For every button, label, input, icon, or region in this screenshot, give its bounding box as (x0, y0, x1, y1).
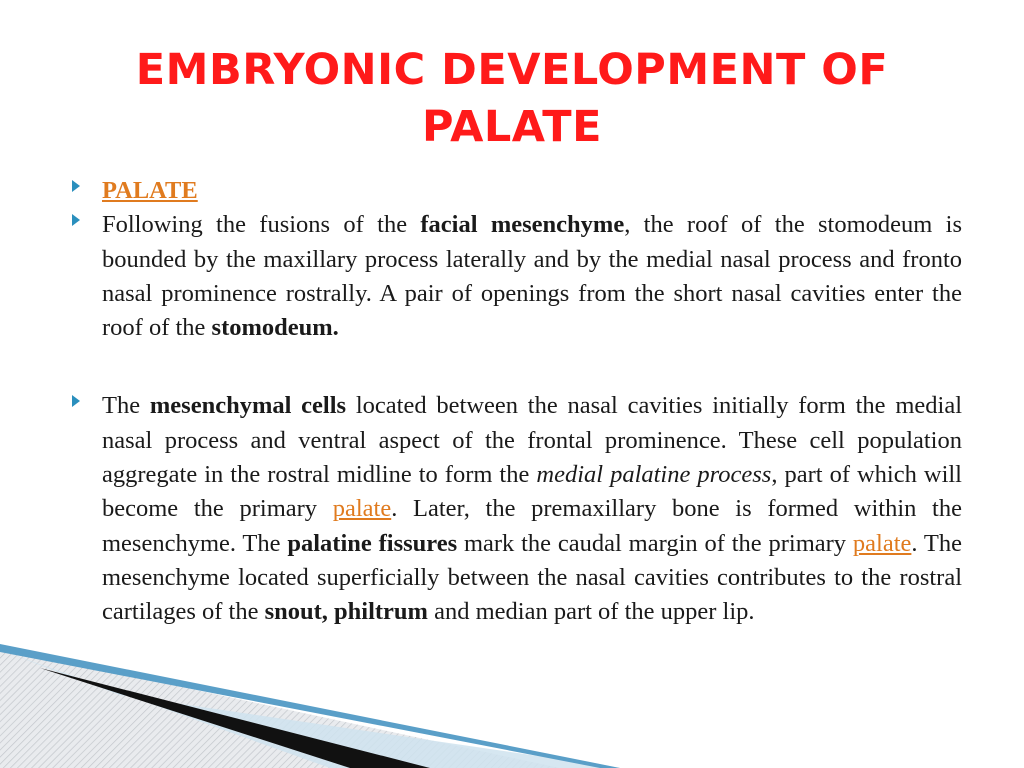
body-text: Following the fusions of the (102, 211, 421, 239)
bullet-arrow-icon (72, 180, 80, 192)
palate-link[interactable]: palate (332, 495, 392, 523)
bold-term: stomodeum. (211, 314, 339, 342)
bold-term: palatine fissures (287, 529, 458, 557)
bold-term: snout, philtrum (264, 598, 428, 626)
title-line-2: PALATE (422, 102, 602, 152)
title-line-1: EMBRYONIC DEVELOPMENT OF (135, 45, 889, 95)
bullet-item-mesenchymal (72, 389, 962, 629)
body-text: . The mesenchyme located superficially between the nasal cavities contributes to the rostral cartilages of the (102, 529, 963, 626)
bold-term: facial mesenchyme (420, 211, 625, 239)
bullet-item-palate-heading (72, 174, 962, 208)
body-text: , part of which will become the primary (102, 461, 962, 523)
body-text: , the roof of the stomodeum is bounded by the maxillary process laterally and by the medial nasal process and fronto nasal prominence rostrally. A pair of openings from the short nasal cavities enter the roof of the (102, 211, 963, 342)
italic-term: medial palatine process (536, 461, 772, 489)
bullet-list (72, 174, 962, 630)
body-text: mark the caudal margin of the primary (457, 529, 853, 557)
body-text: The (102, 392, 150, 420)
slide-title (60, 42, 964, 156)
bullet-item-fusion (72, 208, 962, 345)
bullet-arrow-icon (72, 214, 80, 226)
palate-heading-link[interactable]: PALATE (102, 177, 198, 204)
palate-link[interactable]: palate (852, 529, 912, 557)
body-text: . Later, the premaxillary bone is formed within the mesenchyme. The (102, 495, 962, 557)
bold-term: mesenchymal cells (149, 392, 347, 420)
body-text: and median part of the upper lip. (427, 598, 755, 626)
body-text: located between the nasal cavities initially form the medial nasal process and ventral aspect of the frontal prominence. These cell population aggregate in the rostral midline to form the (102, 392, 962, 489)
bullet-arrow-icon (72, 395, 80, 407)
